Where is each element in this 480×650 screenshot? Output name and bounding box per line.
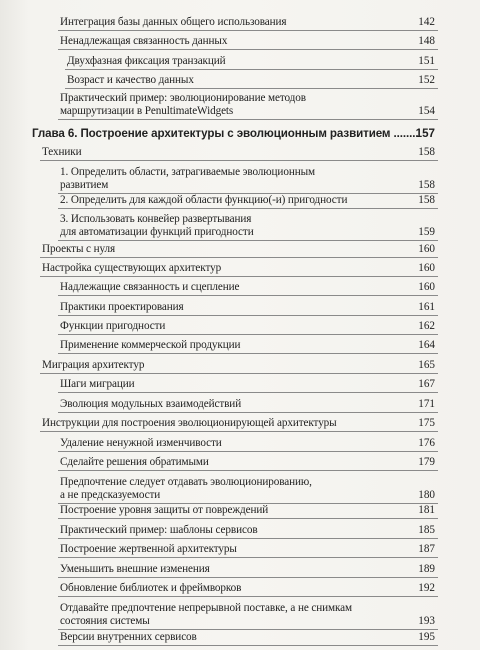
entry-title-line: Настройка существующих архитектур — [42, 262, 222, 274]
page-number: 152 — [418, 74, 435, 86]
entry-underline — [58, 240, 438, 241]
entry-title-line: Техники — [42, 146, 82, 158]
entry-underline — [58, 538, 438, 539]
page-number: 195 — [418, 631, 435, 643]
entry-title-line: Уменьшить внешние изменения — [60, 563, 210, 575]
page-number: 160 — [418, 281, 435, 293]
entry-title-line: Надлежащие связанность и сцепление — [60, 281, 240, 293]
page-number: 158 — [418, 146, 435, 158]
entry-title-line: Практический пример: эволюционирование методов — [60, 92, 306, 104]
entry-title-line: Интеграция базы данных общего использования — [60, 16, 287, 28]
entry-title-line: Эволюция модульных взаимодействий — [60, 398, 242, 410]
entry-title-line: Проекты с нуля — [42, 243, 116, 255]
entry-underline — [58, 577, 438, 578]
entry-underline — [40, 431, 438, 432]
page-number: 167 — [418, 378, 435, 390]
page-number: 154 — [418, 105, 435, 117]
entry-title-line: 2. Определить для каждой области функцию(-и) пригодности — [60, 194, 348, 206]
entry-title-line: Построение уровня защиты от повреждений — [60, 504, 269, 516]
page-number: 193 — [418, 615, 435, 627]
page-number: 176 — [418, 437, 435, 449]
entry-underline — [40, 257, 438, 258]
page-number: 179 — [418, 456, 435, 468]
page-number: 160 — [418, 262, 435, 274]
page-number: 157 — [415, 127, 435, 140]
page-number: 148 — [418, 35, 435, 47]
page-number: 159 — [418, 226, 435, 238]
page-number: 180 — [418, 489, 435, 501]
entry-underline — [58, 49, 438, 50]
entry-underline — [58, 119, 438, 120]
entry-title-line: развитием — [60, 179, 109, 191]
entry-underline — [58, 295, 438, 296]
entry-title-line: Построение жертвенной архитектуры — [60, 543, 237, 555]
entry-title-line: Двухфазная фиксация транзакций — [67, 55, 226, 67]
entry-title-line: маршрутизации в PenultimateWidgets — [60, 105, 234, 117]
entry-underline — [58, 353, 438, 354]
page-number: 151 — [418, 55, 435, 67]
page-number: 185 — [418, 524, 435, 536]
entry-underline — [58, 412, 438, 413]
entry-title-line: Отдавайте предпочтение непрерывной поставке, а не снимкам — [60, 602, 353, 614]
page-number: 189 — [418, 563, 435, 575]
entry-underline — [58, 557, 438, 558]
entry-title-line: Применение коммерческой продукции — [60, 339, 241, 351]
page-number: 158 — [418, 194, 435, 206]
entry-underline — [58, 208, 438, 209]
entry-underline — [58, 334, 438, 335]
entry-underline — [58, 629, 438, 630]
entry-underline — [58, 470, 438, 471]
page-number: 165 — [418, 359, 435, 371]
entry-title-line: Функции пригодности — [60, 320, 166, 332]
entry-title-line: 3. Использовать конвейер развертывания — [60, 213, 252, 225]
entry-title-line: Глава 6. Построение архитектуры с эволюционным развитием ........ — [32, 127, 419, 140]
entry-underline — [58, 315, 438, 316]
entry-title-line: Инструкции для построения эволюционирующей архитектуры — [42, 417, 337, 429]
entry-underline — [58, 645, 438, 646]
entry-title-line: Версии внутренних сервисов — [60, 631, 197, 643]
entry-underline — [58, 30, 438, 31]
page-number: 161 — [418, 301, 435, 313]
entry-underline — [58, 596, 438, 597]
entry-underline — [58, 518, 438, 519]
entry-title-line: Обновление библиотек и фреймворков — [60, 582, 242, 594]
entry-underline — [58, 451, 438, 452]
entry-title-line: Ненадлежащая связанность данных — [60, 35, 228, 47]
entry-title-line: Миграция архитектур — [42, 359, 145, 371]
entry-title-line: Практики проектирования — [60, 301, 184, 313]
entry-underline — [40, 160, 438, 161]
page-number: 142 — [418, 16, 435, 28]
entry-title-line: Удаление ненужной изменчивости — [60, 437, 222, 449]
page-number: 158 — [418, 179, 435, 191]
entry-underline — [40, 276, 438, 277]
entry-title-line: 1. Определить области, затрагиваемые эволюционным — [60, 166, 315, 178]
page-number: 162 — [418, 320, 435, 332]
entry-underline — [65, 69, 438, 70]
page-number: 192 — [418, 582, 435, 594]
page-number: 175 — [418, 417, 435, 429]
entry-underline — [40, 373, 438, 374]
entry-title-line: Шаги миграции — [60, 378, 135, 390]
entry-underline — [65, 88, 438, 89]
entry-title-line: Возраст и качество данных — [67, 74, 194, 86]
entry-title-line: а не предсказуемости — [60, 489, 161, 501]
entry-title-line: состояния системы — [60, 615, 150, 627]
entry-title-line: Практический пример: шаблоны сервисов — [60, 524, 258, 536]
page-number: 160 — [418, 243, 435, 255]
entry-title-line: Предпочтение следует отдавать эволюционированию, — [60, 476, 312, 488]
entry-title-line: Сделайте решения обратимыми — [60, 456, 209, 468]
page-number: 164 — [418, 339, 435, 351]
page-number: 181 — [418, 504, 435, 516]
entry-title-line: для автоматизации функций пригодности — [60, 226, 254, 238]
page-number: 187 — [418, 543, 435, 555]
entry-underline — [58, 392, 438, 393]
page-number: 171 — [418, 398, 435, 410]
